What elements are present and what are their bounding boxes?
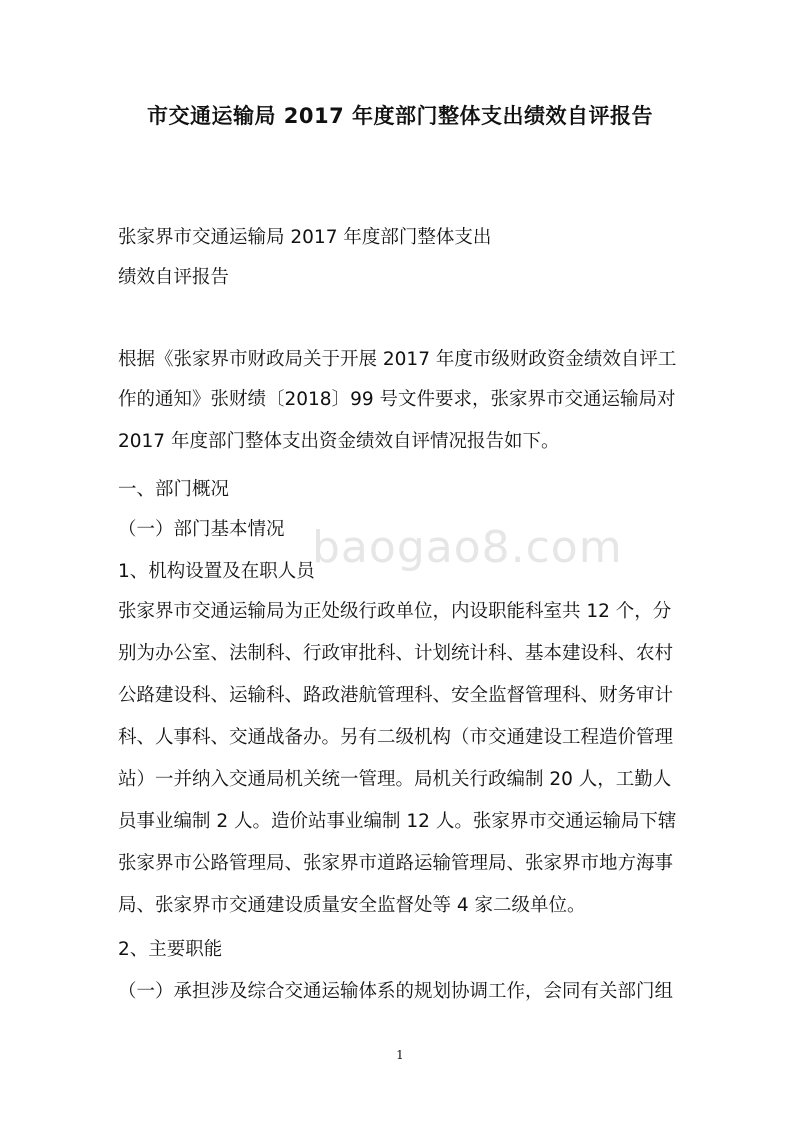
body-line: 张家界市交通运输局为正处级行政单位，内设职能科室共 12 个，分 (118, 601, 672, 622)
intro-line: 作的通知》张财绩〔2018〕99 号文件要求，张家界市交通运输局对 (118, 389, 676, 410)
body-line: 别为办公室、法制科、行政审批科、计划统计科、基本建设科、农村 (118, 643, 674, 664)
page-number: 1 (396, 1048, 404, 1062)
body-line: 科、人事科、交通战备办。另有二级机构（市交通建设工程造价管理 (118, 727, 674, 748)
item-heading: 1、机构设置及在职人员 (118, 561, 315, 582)
intro-line: 根据《张家界市财政局关于开展 2017 年度市级财政资金绩效自评工 (118, 349, 677, 370)
watermark: baogao8.com (312, 522, 623, 573)
intro-line: 2017 年度部门整体支出资金绩效自评情况报告如下。 (118, 431, 560, 452)
body-line: 公路建设科、运输科、路政港航管理科、安全监督管理科、财务审计 (118, 685, 674, 706)
subtitle-line: 张家界市交通运输局 2017 年度部门整体支出 (118, 227, 492, 248)
body-line: 张家界市公路管理局、张家界市道路运输管理局、张家界市地方海事 (118, 853, 674, 874)
body-line: （一）承担涉及综合交通运输体系的规划协调工作，会同有关部门组 (118, 981, 674, 1002)
subtitle-line: 绩效自评报告 (118, 267, 230, 288)
item-heading: 2、主要职能 (118, 939, 223, 960)
body-line: 员事业编制 2 人。造价站事业编制 12 人。张家界市交通运输局下辖 (118, 811, 677, 832)
document-title: 市交通运输局 2017 年度部门整体支出绩效自评报告 (146, 104, 654, 128)
body-line: 站）一并纳入交通局机关统一管理。局机关行政编制 20 人，工勤人 (118, 769, 672, 790)
body-line: 局、张家界市交通建设质量安全监督处等 4 家二级单位。 (118, 895, 586, 916)
section-heading: 一、部门概况 (118, 479, 230, 500)
subsection-heading: （一）部门基本情况 (118, 519, 285, 540)
